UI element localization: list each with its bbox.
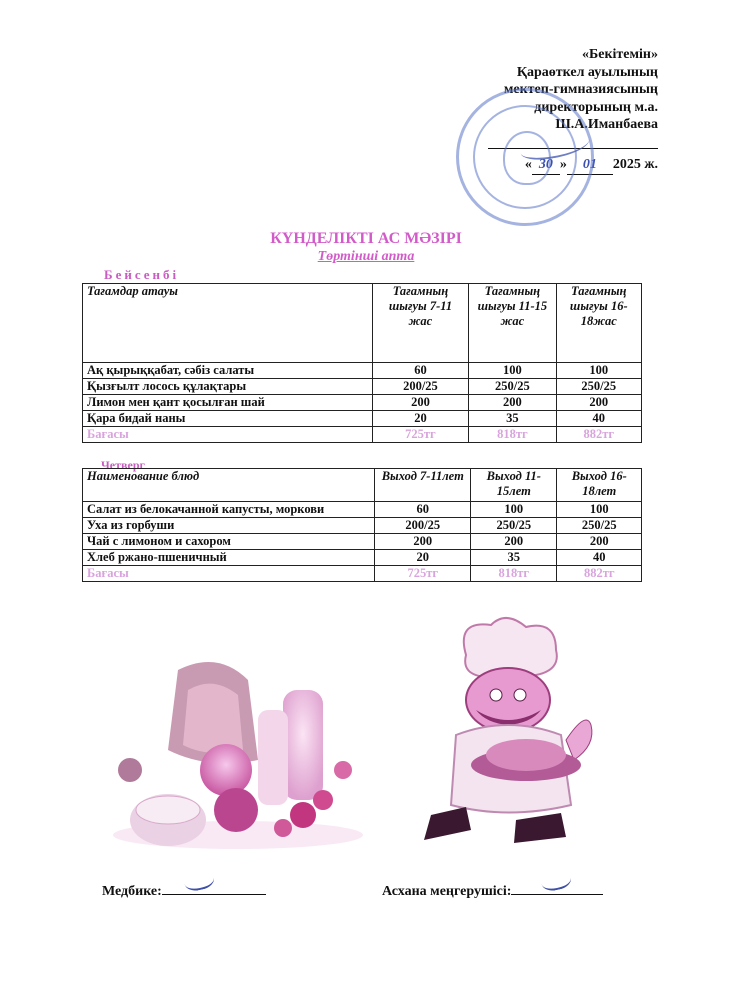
header-cell: Выход 16-18лет (557, 469, 642, 502)
header-cell: Тағамдар атауы (83, 284, 373, 363)
dish-name: Ақ қырыққабат, сәбіз салаты (83, 363, 373, 379)
approval-line-3: мектеп-гимназиясының (503, 82, 658, 97)
portion-cell: 40 (557, 550, 642, 566)
day-label-thursday-ru: Четверг (101, 458, 145, 472)
page-subtitle: Төртінші апта (317, 249, 415, 264)
table-row (83, 411, 642, 427)
portion-cell: 60 (372, 363, 469, 379)
portion-cell: 200 (471, 534, 557, 550)
header-cell: Выход 7-11лет (375, 469, 471, 502)
portion-cell: 250/25 (469, 379, 556, 395)
dish-name: Лимон мен қант қосылған шай (83, 395, 373, 411)
table-row (83, 534, 642, 550)
date-year: 2025 ж. (612, 157, 658, 172)
portion-cell: 200 (556, 395, 641, 411)
header-cell: Тағамның шығуы 7-11 жас (372, 284, 469, 363)
table-row (83, 395, 642, 411)
price-row (83, 427, 642, 443)
dish-name: Қара бидай наны (83, 411, 373, 427)
price-label: Бағасы (83, 427, 373, 443)
table-header-row (83, 469, 642, 502)
portion-cell: 200 (375, 534, 471, 550)
portion-cell: 100 (471, 502, 557, 518)
portion-cell: 200 (469, 395, 556, 411)
price-cell: 725тг (375, 566, 471, 582)
portion-cell: 35 (469, 411, 556, 427)
price-cell: 882тг (557, 566, 642, 582)
nurse-signature-field (102, 880, 266, 900)
day-label-thursday-kz: Бейсенбі (104, 267, 180, 282)
canteen-head-label: Асхана меңгерушісі: (382, 884, 512, 899)
date-month: 01 (567, 156, 613, 175)
price-cell: 818тг (471, 566, 557, 582)
date-close-quote: » (559, 157, 567, 172)
portion-cell: 100 (469, 363, 556, 379)
table-row (83, 502, 642, 518)
header-cell: Выход 11-15лет (471, 469, 557, 502)
dish-name: Салат из белокачанной капусты, моркови (83, 502, 375, 518)
header-cell: Тағамның шығуы 16-18жас (556, 284, 641, 363)
chef-illustration (396, 615, 646, 850)
portion-cell: 250/25 (557, 518, 642, 534)
table-row (83, 379, 642, 395)
date-open-quote: « (524, 157, 532, 172)
food-illustration (108, 650, 370, 850)
menu-table-ru (82, 468, 642, 582)
table-row (83, 363, 642, 379)
table-row (83, 518, 642, 534)
table-row (83, 550, 642, 566)
header-cell: Тағамның шығуы 11-15 жас (469, 284, 556, 363)
dish-name: Чай с лимоном и сахором (83, 534, 375, 550)
portion-cell: 40 (556, 411, 641, 427)
approval-line-5: Ш.А.Иманбаева (555, 117, 658, 132)
price-row (83, 566, 642, 582)
portion-cell: 200 (557, 534, 642, 550)
portion-cell: 20 (372, 411, 469, 427)
portion-cell: 100 (557, 502, 642, 518)
header-cell: Наименование блюд (83, 469, 375, 502)
portion-cell: 250/25 (556, 379, 641, 395)
menu-table-kz (82, 283, 642, 443)
portion-cell: 60 (375, 502, 471, 518)
nurse-label: Медбике: (102, 884, 162, 899)
canteen-head-signature (540, 867, 574, 893)
canteen-head-signature-line (511, 880, 603, 895)
portion-cell: 200 (372, 395, 469, 411)
price-label: Бағасы (83, 566, 375, 582)
canteen-head-signature-field (382, 880, 603, 900)
price-cell: 725тг (372, 427, 469, 443)
price-cell: 818тг (469, 427, 556, 443)
approval-line-1: «Бекітемін» (581, 47, 658, 62)
portion-cell: 200/25 (375, 518, 471, 534)
dish-name: Хлеб ржано-пшеничный (83, 550, 375, 566)
portion-cell: 250/25 (471, 518, 557, 534)
portion-cell: 35 (471, 550, 557, 566)
nurse-signature-line (162, 880, 266, 895)
approval-line-2: Қараөткел ауылының (516, 64, 658, 80)
portion-cell: 20 (375, 550, 471, 566)
price-cell: 882тг (556, 427, 641, 443)
portion-cell: 100 (556, 363, 641, 379)
nurse-signature (182, 867, 216, 893)
dish-name: Қызғылт лосось құлақтары (83, 379, 373, 395)
dish-name: Уха из горбуши (83, 518, 375, 534)
date-day: 30 (532, 156, 560, 175)
table-header-row (83, 284, 642, 363)
portion-cell: 200/25 (372, 379, 469, 395)
approval-line-4: директорының м.а. (534, 99, 658, 115)
page-title: КҮНДЕЛІКТІ АС МӘЗІРІ (270, 230, 462, 247)
